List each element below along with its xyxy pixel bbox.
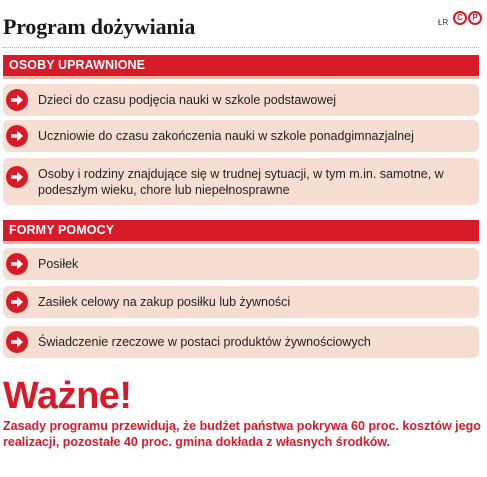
page-title: Program dożywiania [3,14,196,39]
list-item-text: Osoby i rodziny znajdujące się w trudnej sytuacji, w tym m.in. samotne, w podeszłym wieku, chore lub niepełnosprawne [38,167,444,197]
list-item-text: Posiłek [38,257,79,271]
publisher-logo [453,11,482,25]
logo-p: P [468,11,482,25]
author-credit: ŁR [438,18,449,27]
list-item [3,84,479,116]
list-item-text: Uczniowie do czasu zakończenia nauki w szkole ponadgimnazjalnej [38,129,414,143]
arrow-right-icon [5,88,29,112]
title-divider [3,47,479,48]
arrow-right-icon [5,124,29,148]
arrow-right-icon [5,330,29,354]
important-heading: Ważne! [3,375,132,417]
arrow-right-icon [5,290,29,314]
section-header-eligible: OSOBY UPRAWNIONE [3,55,479,76]
list-item [3,120,479,152]
arrow-right-icon [5,252,29,276]
important-text: Zasady programu przewidują, że budżet państwa pokrywa 60 proc. kosztów jego realizacji, pozostałe 40 proc. gmina dokłada z własnych środków. [3,419,481,449]
list-item [3,286,479,318]
list-item-text: Zasiłek celowy na zakup posiłku lub żywności [38,295,291,309]
list-item-text: Świadczenie rzeczowe w postaci produktów żywnościowych [38,335,371,349]
arrow-right-icon [5,165,29,189]
logo-c: C [453,11,467,25]
list-item [3,158,479,205]
section-header-forms: FORMY POMOCY [3,220,479,241]
list-item [3,326,479,358]
list-item [3,248,479,280]
list-item-text: Dzieci do czasu podjęcia nauki w szkole podstawowej [38,93,337,107]
